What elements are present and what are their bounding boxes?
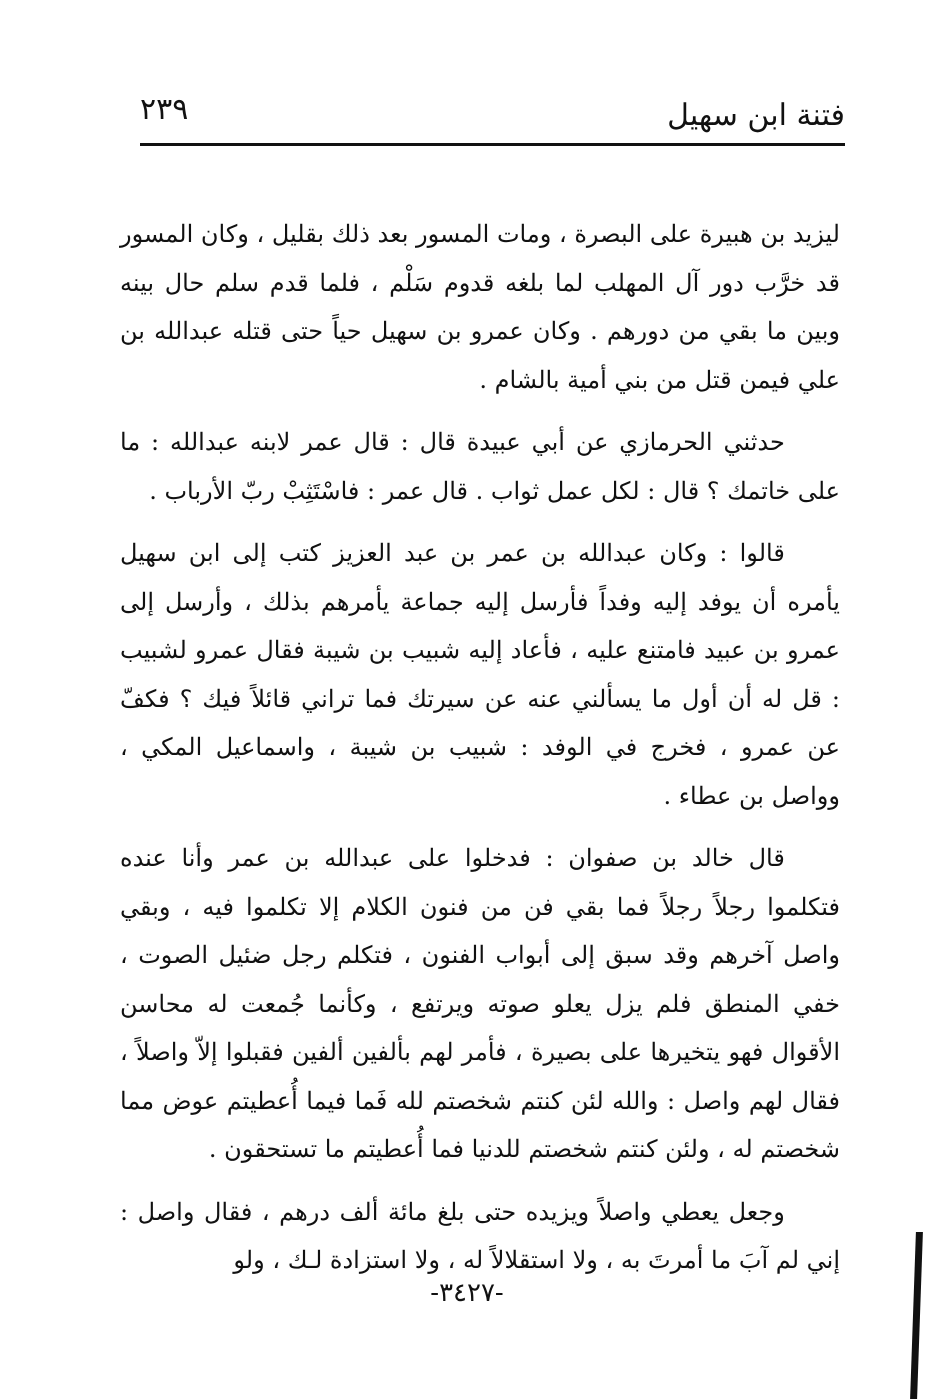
body-text	[120, 210, 840, 1299]
volume-page-number: -٣٤٢٧-	[430, 1278, 504, 1308]
header-rule	[140, 143, 845, 146]
paragraph-3: قالوا : وكان عبدالله بن عمر بن عبد العزيز كتب إلى ابن سهيل يأمره أن يوفد إليه وفداً فأرسل إليه جماعة يأمرهم بذلك ، وأرسل إلى عمرو بن عبيد فامتنع عليه ، فأعاد إليه شبيب بن شيبة فقال عمرو لشبيب : قل له أن أول ما يسألني عنه عن سيرتك فما تراني قائلاً فيك ؟ فكفّ عن عمرو ، فخرج في الوفد : شبيب بن شيبة ، واسماعيل المكي ، وواصل بن عطاء .	[120, 539, 841, 810]
chapter-title: فتنة ابن سهيل	[667, 98, 845, 133]
scan-edge-mark	[910, 1232, 923, 1399]
paragraph-1: ليزيد بن هبيرة على البصرة ، ومات المسور بعد ذلك بقليل ، وكان المسور قد خرَّب دور آل المهلب لما بلغه قدوم سَلْم ، فلما قدم سلم حال بينه وبين ما بقي من دورهم . وكان عمرو بن سهيل حياً حتى قتله عبدالله بن علي فيمن قتل من بني أمية بالشام .	[120, 220, 840, 394]
page-number: ٢٣٩	[140, 92, 189, 127]
paragraph-5: وجعل يعطي واصلاً ويزيده حتى بلغ مائة ألف درهم ، فقال واصل : إني لم آبَ ما أمرتَ به ، ولا استقلالاً له ، ولا استزادة لـك ، ولو	[120, 1197, 840, 1274]
paragraph-2: حدثني الحرمازي عن أبي عبيدة قال : قال عمر لابنه عبدالله : ما على خاتمك ؟ قال : لكل عمل ثواب . قال عمر : فاسْتَثِبْ ربّ الأرباب .	[120, 428, 840, 505]
paragraph-4: قال خالد بن صفوان : فدخلوا على عبدالله بن عمر وأنا عنده فتكلموا رجلاً رجلاً فما بقي فن من فنون الكلام إلا تكلموا فيه ، وبقي واصل آخرهم وقد سبق إلى أبواب الفنون ، فتكلم رجل ضئيل الصوت ، خفي المنطق فلم يزل يعلو صوته ويرتفع ، وكأنما جُمعت له محاسن الأقوال فهو يتخيرها على بصيرة ، فأمر لهم بألفين ألفين فقبلوا إلاّ واصلاً ، فقال لهم واصل : والله لئن كنتم شخصتم لله فَما فيما أُعطيتم عوض مما شخصتم له ، ولئن كنتم شخصتم للدنيا فما أُعطيتم ما تستحقون .	[120, 844, 840, 1163]
page-header	[140, 88, 845, 146]
